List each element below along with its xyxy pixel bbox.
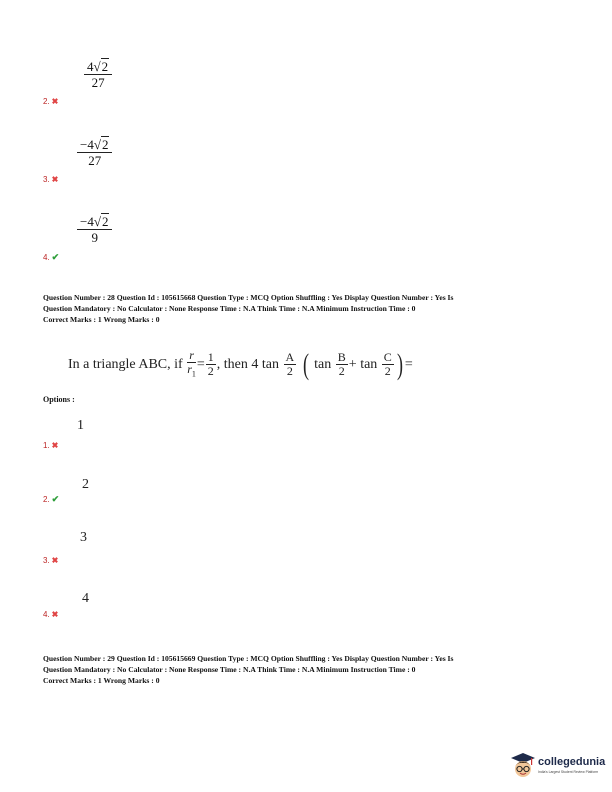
r-over-r1-fraction: $\frac{r}{r_1}$ [187,348,196,379]
q28-option-3-value: 3 [80,530,87,545]
half-fraction: $\frac{1}{2}$ [207,350,214,379]
q28-option-1-value: 1 [77,418,84,433]
wrong-icon: ✖ [51,175,59,184]
option-4-label: 4. ✔ [43,252,60,262]
q28-meta [43,292,453,325]
wrong-icon: ✖ [51,610,59,619]
q29-meta-line1: Question Number : 29 Question Id : 105615669 Question Type : MCQ Option Shuffling : Yes Display Question Number : Yes Is [43,654,454,663]
wrong-icon: ✖ [51,556,59,565]
correct-icon: ✔ [51,494,60,504]
q28-option-2-label: 2. ✔ [43,494,60,504]
left-paren: ( [302,347,309,381]
mascot-icon [510,752,536,780]
A-over-2-fraction: $\frac{A}{2}$ [285,350,295,379]
q29-meta-line2: Question Mandatory : No Calculator : None Response Time : N.A Think Time : N.A Minimum Instruction Time : 0 [43,665,416,674]
collegedunia-logo [510,752,605,782]
q28-option-1-label: 1. ✖ [43,441,59,450]
wrong-icon: ✖ [51,441,59,450]
wrong-icon: ✖ [51,97,59,106]
q28-option-4-value: 4 [82,591,89,606]
B-over-2-fraction: $\frac{B}{2}$ [337,350,346,379]
q29-meta [43,653,453,686]
correct-icon: ✔ [51,252,60,262]
q28-meta-line3: Correct Marks : 1 Wrong Marks : 0 [43,315,160,324]
option-3-fraction: $\frac{-4√2}{9}$ [77,215,112,245]
C-over-2-fraction: $\frac{C}{2}$ [383,350,392,379]
q28-question-text: In a triangle ABC, if $\frac{r}{r_1}$ = $\frac{1}{2}$ , then 4 tan $\frac{A}{2}$ ( tan $\frac{B}{2}$ + tan $\frac{C}{2}$ ) = [68,347,413,381]
option-2-label: 2. ✖ [43,97,59,106]
q28-option-3-label: 3. ✖ [43,556,59,565]
q28-option-2-value: 2 [82,477,89,492]
q28-meta-line2: Question Mandatory : No Calculator : None Response Time : N.A Think Time : N.A Minimum Instruction Time : 0 [43,304,416,313]
option-3-label: 3. ✖ [43,175,59,184]
right-paren: ) [396,347,403,381]
options-heading: Options : [43,395,75,404]
logo-tagline: India's Largest Student Review Platform [538,770,599,774]
q28-option-4-label: 4. ✖ [43,610,59,619]
q29-meta-line3: Correct Marks : 1 Wrong Marks : 0 [43,676,160,685]
option-2-fraction: $\frac{-4√2}{27}$ [77,138,112,168]
q28-meta-line1: Question Number : 28 Question Id : 105615668 Question Type : MCQ Option Shuffling : Yes Display Question Number : Yes Is [43,293,454,302]
option-1-fraction: $\frac{4√2}{27}$ [84,60,112,90]
logo-brand: collegedunia [538,756,606,768]
